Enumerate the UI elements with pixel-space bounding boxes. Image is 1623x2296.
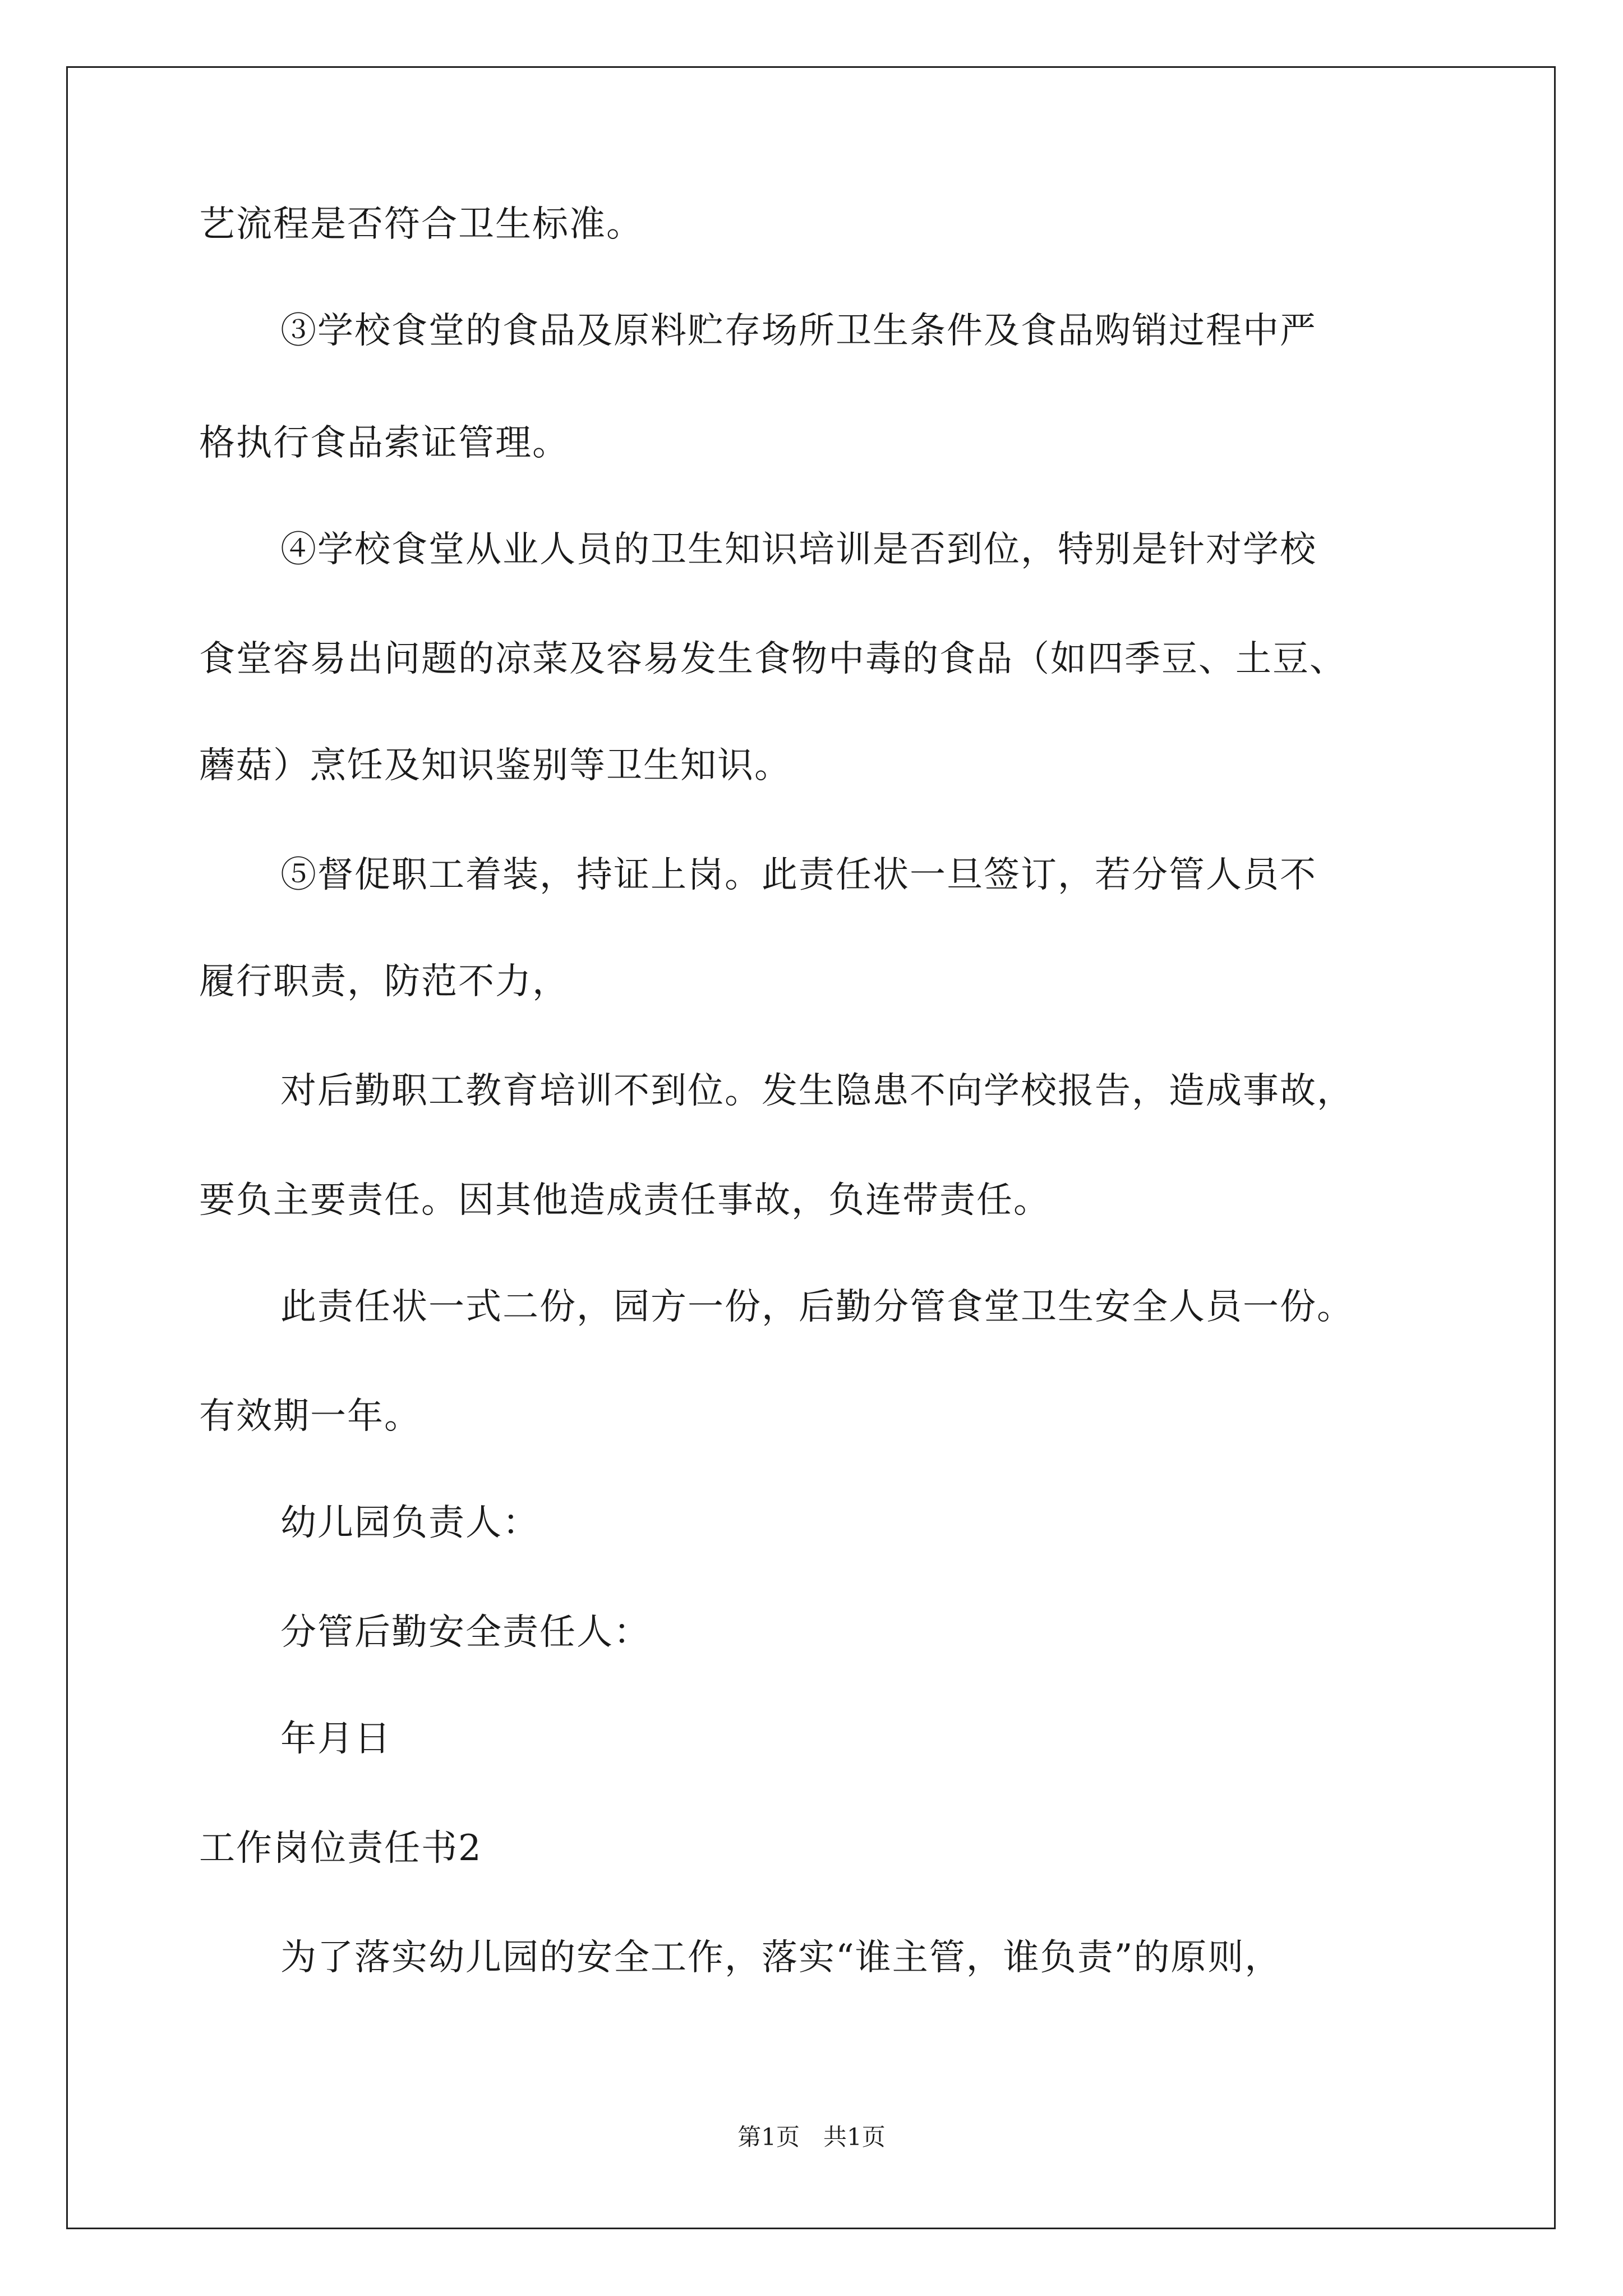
text-line-1: 艺流程是否符合卫生标准。 xyxy=(199,204,643,245)
page-border xyxy=(66,66,1556,2229)
text-line-6: 蘑菇）烹饪及知识鉴别等卫生知识。 xyxy=(199,745,791,786)
text-line-17: 为了落实幼儿园的安全工作，落实“谁主管，谁负责”的原则， xyxy=(280,1937,1282,1978)
signature-label-logistics: 分管后勤安全责任人： xyxy=(280,1612,651,1653)
text-line-3: 格执行食品索证管理。 xyxy=(199,422,569,464)
signature-label-director: 幼儿园负责人： xyxy=(280,1502,540,1544)
section-heading: 工作岗位责任书2 xyxy=(199,1828,482,1869)
text-line-2: ③学校食堂的食品及原料贮存场所卫生条件及食品购销过程中严 xyxy=(280,310,1317,352)
date-label: 年月日 xyxy=(280,1718,391,1760)
text-line-12: 有效期一年。 xyxy=(199,1396,421,1437)
text-line-7: ⑤督促职工着装，持证上岗。此责任状一旦签订，若分管人员不 xyxy=(280,854,1317,896)
text-line-10: 要负主要责任。因其他造成责任事故，负连带责任。 xyxy=(199,1180,1050,1221)
text-line-8: 履行职责，防范不力， xyxy=(199,961,569,1002)
text-line-4: ④学校食堂从业人员的卫生知识培训是否到位，特别是针对学校 xyxy=(280,529,1317,570)
page-number: 第1页 共1页 xyxy=(737,2123,886,2151)
text-line-9: 对后勤职工教育培训不到位。发生隐患不向学校报告，造成事故， xyxy=(280,1070,1354,1112)
text-line-11: 此责任状一式二份，园方一份，后勤分管食堂卫生安全人员一份。 xyxy=(280,1286,1354,1328)
text-line-5: 食堂容易出问题的凉菜及容易发生食物中毒的食品（如四季豆、土豆、 xyxy=(199,638,1347,680)
